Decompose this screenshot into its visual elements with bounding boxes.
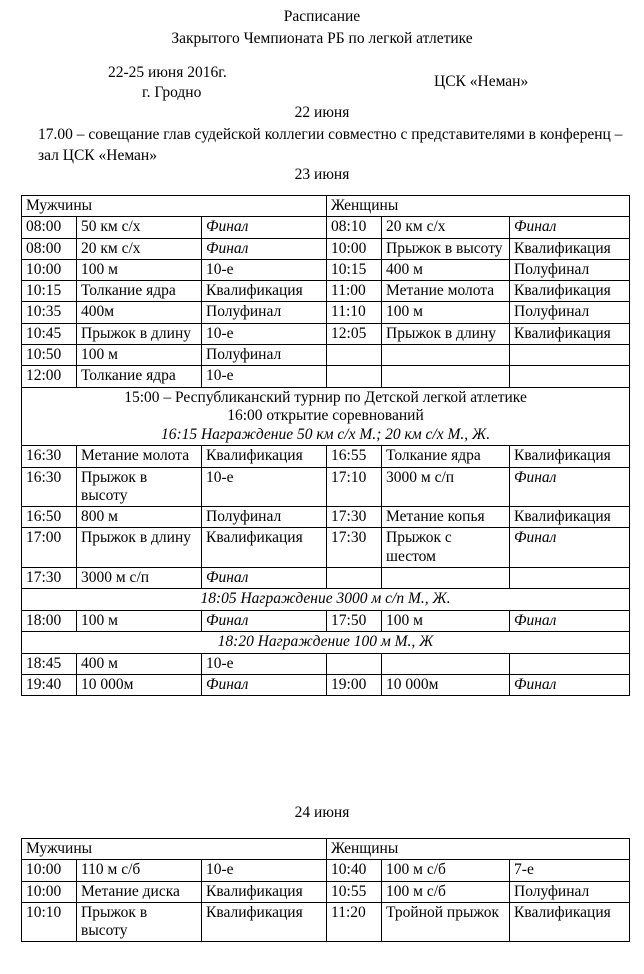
men-event: Прыжок в длину <box>77 528 202 568</box>
men-time: 10:45 <box>22 323 77 344</box>
women-stage: Полуфинал <box>510 302 630 323</box>
women-stage: Квалификация <box>510 446 630 467</box>
table-row <box>22 302 630 323</box>
men-stage: Полуфинал <box>202 344 327 365</box>
day22-meeting-note: 17.00 – совещание глав судейской коллегии совместно с представителями в конференц – зал ЦСК «Неман» <box>38 126 623 164</box>
men-header: Мужчины <box>22 196 327 217</box>
men-time: 16:50 <box>22 507 77 528</box>
women-header: Женщины <box>327 196 630 217</box>
men-event: Прыжок в высоту <box>77 902 202 942</box>
men-stage: Финал <box>202 568 327 589</box>
women-time: 17:10 <box>327 467 382 507</box>
women-time: 10:15 <box>327 259 382 280</box>
women-event: 20 км с/х <box>382 217 510 238</box>
women-event: Прыжок в длину <box>382 323 510 344</box>
women-stage: Полуфинал <box>510 881 630 902</box>
women-time: 16:55 <box>327 446 382 467</box>
men-stage: Полуфинал <box>202 302 327 323</box>
table-row <box>22 507 630 528</box>
day23-date: 23 июня <box>294 166 350 183</box>
men-time: 18:45 <box>22 653 77 674</box>
table-row <box>22 568 630 589</box>
women-event: 400 м <box>382 259 510 280</box>
men-stage: Финал <box>202 238 327 259</box>
women-event: 100 м с/б <box>382 860 510 881</box>
table-row <box>22 344 630 365</box>
women-time: 11:00 <box>327 281 382 302</box>
men-time: 10:50 <box>22 344 77 365</box>
women-event: 100 м <box>382 302 510 323</box>
men-stage: 10-е <box>202 323 327 344</box>
men-event: Толкание ядра <box>77 366 202 387</box>
men-event: 20 км с/х <box>77 238 202 259</box>
men-time: 16:30 <box>22 446 77 467</box>
men-time: 08:00 <box>22 238 77 259</box>
table-row <box>22 366 630 387</box>
award-ceremony-note: 18:20 Награждение 100 м М., Ж <box>22 632 630 654</box>
women-stage: 7-е <box>510 860 630 881</box>
day24-date: 24 июня <box>294 804 350 821</box>
day22-date: 22 июня <box>294 104 350 121</box>
men-event: Толкание ядра <box>77 281 202 302</box>
children-tournament-note: 15:00 – Республиканский турнир по Детской легкой атлетике <box>124 388 527 406</box>
women-event: 10 000м <box>382 675 510 696</box>
men-stage: Квалификация <box>202 446 327 467</box>
women-event <box>382 568 510 589</box>
table-row <box>22 259 630 280</box>
table-row <box>22 281 630 302</box>
women-time: 17:30 <box>327 528 382 568</box>
award-ceremony-note: 16:15 Награждение 50 км с/х М.; 20 км с/х М., Ж. <box>160 425 491 443</box>
women-time: 11:20 <box>327 902 382 942</box>
women-stage <box>510 366 630 387</box>
men-time: 10:00 <box>22 881 77 902</box>
table-row <box>22 860 630 881</box>
men-time: 17:00 <box>22 528 77 568</box>
women-event: Прыжок в высоту <box>382 238 510 259</box>
table-row <box>22 446 630 467</box>
women-time: 11:10 <box>327 302 382 323</box>
women-stage <box>510 653 630 674</box>
men-event: 10 000м <box>77 675 202 696</box>
men-stage: Финал <box>202 675 327 696</box>
day23-schedule-table <box>21 195 630 696</box>
men-event: 100 м <box>77 259 202 280</box>
event-city: г. Гродно <box>142 84 202 101</box>
men-time: 08:00 <box>22 217 77 238</box>
table-row <box>22 610 630 631</box>
event-venue: ЦСК «Неман» <box>434 73 529 90</box>
women-time: 10:55 <box>327 881 382 902</box>
men-event: Прыжок в высоту <box>77 467 202 507</box>
women-stage: Полуфинал <box>510 259 630 280</box>
men-time: 19:40 <box>22 675 77 696</box>
men-event: Метание диска <box>77 881 202 902</box>
men-event: 50 км с/х <box>77 217 202 238</box>
men-stage: Квалификация <box>202 281 327 302</box>
women-time <box>327 653 382 674</box>
women-time <box>327 366 382 387</box>
men-stage: Квалификация <box>202 528 327 568</box>
table-row <box>22 653 630 674</box>
men-event: 800 м <box>77 507 202 528</box>
event-dates: 22-25 июня 2016г. <box>108 64 227 81</box>
women-time <box>327 344 382 365</box>
men-stage: 10-е <box>202 860 327 881</box>
men-stage: 10-е <box>202 366 327 387</box>
men-stage: Полуфинал <box>202 507 327 528</box>
announcement-row <box>22 387 630 446</box>
men-time: 10:10 <box>22 902 77 942</box>
men-time: 10:15 <box>22 281 77 302</box>
women-event: 3000 м с/п <box>382 467 510 507</box>
women-time: 12:05 <box>327 323 382 344</box>
women-time: 08:10 <box>327 217 382 238</box>
women-stage: Финал <box>510 467 630 507</box>
table-row <box>22 467 630 507</box>
women-stage: Квалификация <box>510 323 630 344</box>
award-ceremony-note: 18:05 Награждение 3000 м с/п М., Ж. <box>22 589 630 611</box>
women-time: 19:00 <box>327 675 382 696</box>
table-row <box>22 217 630 238</box>
men-stage: Квалификация <box>202 902 327 942</box>
women-stage <box>510 344 630 365</box>
men-time: 10:00 <box>22 259 77 280</box>
opening-ceremony-note: 16:00 открытие соревнований <box>227 407 424 425</box>
document-title: Расписание <box>283 8 361 25</box>
women-time <box>327 568 382 589</box>
men-stage: 10-е <box>202 653 327 674</box>
table-row <box>22 323 630 344</box>
document-subtitle: Закрытого Чемпионата РБ по легкой атлетике <box>171 30 473 47</box>
men-event: 400 м <box>77 653 202 674</box>
women-event: Прыжок с шестом <box>382 528 510 568</box>
women-stage: Квалификация <box>510 507 630 528</box>
women-time: 10:00 <box>327 238 382 259</box>
women-event: Метание молота <box>382 281 510 302</box>
women-stage: Финал <box>510 217 630 238</box>
men-event: Метание молота <box>77 446 202 467</box>
men-stage: Финал <box>202 610 327 631</box>
men-header: Мужчины <box>22 839 327 860</box>
men-event: 100 м <box>77 344 202 365</box>
women-event: 100 м с/б <box>382 881 510 902</box>
men-time: 16:30 <box>22 467 77 507</box>
women-stage: Квалификация <box>510 281 630 302</box>
table-row <box>22 238 630 259</box>
day24-schedule-table <box>21 838 630 942</box>
table-header-row <box>22 839 630 860</box>
men-stage: 10-е <box>202 259 327 280</box>
table-header-row <box>22 196 630 217</box>
women-time: 10:40 <box>327 860 382 881</box>
women-time: 17:30 <box>327 507 382 528</box>
women-stage <box>510 568 630 589</box>
men-time: 12:00 <box>22 366 77 387</box>
women-event: Толкание ядра <box>382 446 510 467</box>
women-time: 17:50 <box>327 610 382 631</box>
women-event <box>382 366 510 387</box>
women-event: Метание копья <box>382 507 510 528</box>
women-event: 100 м <box>382 610 510 631</box>
men-stage: Финал <box>202 217 327 238</box>
women-stage: Квалификация <box>510 902 630 942</box>
men-stage: 10-е <box>202 467 327 507</box>
women-stage: Квалификация <box>510 238 630 259</box>
women-stage: Финал <box>510 675 630 696</box>
award-row <box>22 589 630 611</box>
table-row <box>22 881 630 902</box>
men-event: 100 м <box>77 610 202 631</box>
women-stage: Финал <box>510 528 630 568</box>
men-time: 10:35 <box>22 302 77 323</box>
table-row <box>22 902 630 942</box>
men-event: 400м <box>77 302 202 323</box>
women-event <box>382 344 510 365</box>
men-stage: Квалификация <box>202 881 327 902</box>
men-event: 110 м с/б <box>77 860 202 881</box>
men-time: 18:00 <box>22 610 77 631</box>
women-event <box>382 653 510 674</box>
men-event: Прыжок в длину <box>77 323 202 344</box>
table-row <box>22 528 630 568</box>
women-stage: Финал <box>510 610 630 631</box>
men-event: 3000 м с/п <box>77 568 202 589</box>
award-row <box>22 632 630 654</box>
men-time: 10:00 <box>22 860 77 881</box>
men-time: 17:30 <box>22 568 77 589</box>
women-header: Женщины <box>327 839 630 860</box>
table-row <box>22 675 630 696</box>
women-event: Тройной прыжок <box>382 902 510 942</box>
